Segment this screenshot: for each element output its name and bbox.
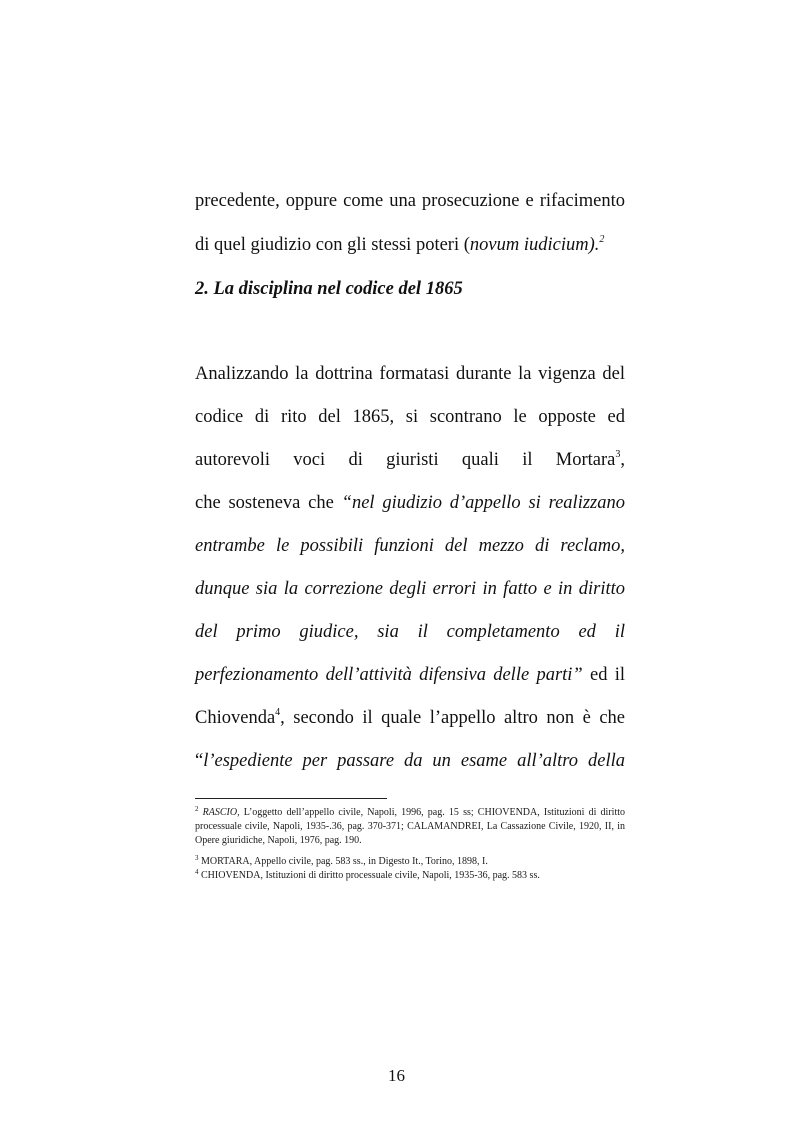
body-text-italic: l’espediente per passare da un esame all’altro della <box>203 751 625 771</box>
footnote-text: CHIOVENDA, Istituzioni di diritto processuale civile, Napoli, 1935-36, pag. 583 ss. <box>198 870 540 881</box>
body-text-italic: “nel giudizio d’appello si realizzano <box>341 493 625 513</box>
footnote-separator <box>195 798 387 799</box>
body-text: ed il <box>582 665 625 685</box>
footnote-number: 3 <box>195 854 199 862</box>
footnote-2 <box>195 806 625 848</box>
page-number: 16 <box>388 1066 405 1085</box>
body-line <box>195 406 625 428</box>
body-line <box>195 234 625 256</box>
body-line <box>195 578 625 600</box>
footnote-text: MORTARA, Appello civile, pag. 583 ss., in Digesto It., Torino, 1898, I. <box>198 856 488 867</box>
footnote-number: 4 <box>195 868 199 876</box>
body-line <box>195 492 625 514</box>
footnote-4 <box>195 869 625 883</box>
body-line <box>195 707 625 729</box>
body-text: codice di rito del 1865, si scontrano le opposte ed <box>195 407 625 427</box>
body-text-italic: perfezionamento dell’attività difensiva delle parti” <box>195 665 583 685</box>
body-text: , <box>620 450 625 470</box>
heading-text: 2. La disciplina nel codice del 1865 <box>195 279 463 299</box>
body-text: di quel giudizio con gli stessi poteri ( <box>195 235 470 255</box>
body-line <box>195 449 625 471</box>
body-text: autorevoli voci di giuristi quali il Mortara <box>195 450 616 470</box>
body-line <box>195 664 625 686</box>
body-text-italic: entrambe le possibili funzioni del mezzo di reclamo, <box>195 536 625 556</box>
footnote-author: RASCIO, <box>202 807 240 818</box>
footnote-reference[interactable]: 3 <box>615 449 621 460</box>
body-text: “ <box>195 751 204 771</box>
body-line <box>195 621 625 643</box>
body-text: , secondo il quale l’appello altro non è che <box>280 708 625 728</box>
body-text: che sosteneva che <box>195 493 342 513</box>
footnote-3 <box>195 855 625 869</box>
footnote-text: L’oggetto dell’appello civile, Napoli, 1996, pag. 15 ss; CHIOVENDA, Istituzioni di diritto processuale civile, Napoli, 1935-.36, pag. 370-371; CALAMANDREI, La Cassazione Civile, 1920, II, in Opere giuridiche, Napoli, 1976, pag. 190. <box>195 807 626 846</box>
body-text: Analizzando la dottrina formatasi durante la vigenza del <box>195 364 625 384</box>
section-heading <box>195 278 625 300</box>
body-text: precedente, oppure come una prosecuzione e rifacimento <box>195 191 625 211</box>
body-line <box>195 363 625 385</box>
footnote-reference[interactable]: 4 <box>275 707 281 718</box>
body-text-italic: dunque sia la correzione degli errori in fatto e in diritto <box>195 579 625 599</box>
footnote-reference[interactable]: 2 <box>599 234 605 245</box>
body-text-italic: del primo giudice, sia il completamento ed il <box>195 622 625 642</box>
body-text: Chiovenda <box>195 708 276 728</box>
body-line <box>195 750 625 772</box>
footnote-number: 2 <box>195 805 199 813</box>
body-line <box>195 535 625 557</box>
body-text-italic: novum iudicium). <box>469 235 600 255</box>
body-line <box>195 190 625 212</box>
